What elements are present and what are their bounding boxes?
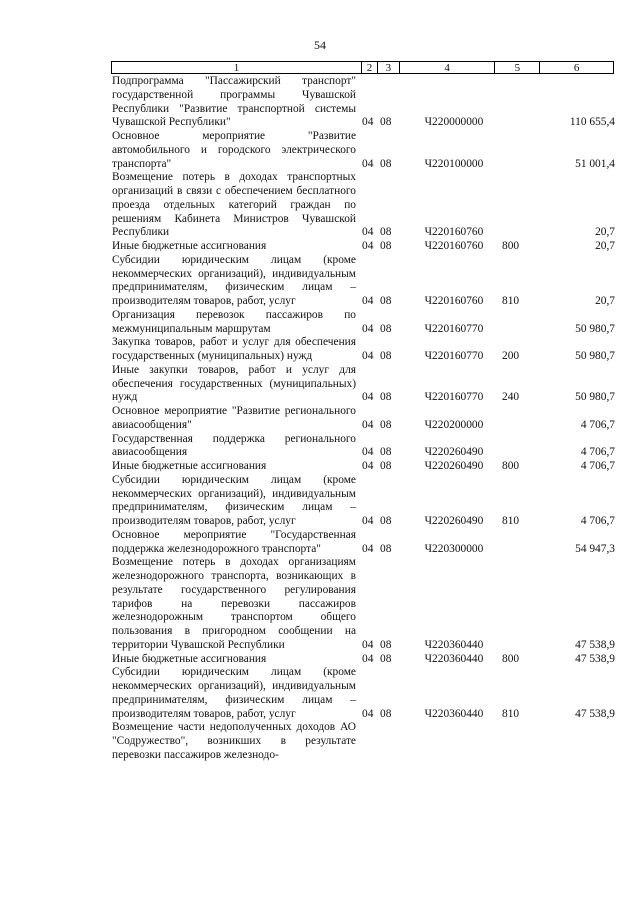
- row-expense-type-cell: 240: [502, 391, 520, 404]
- row-expense-type-cell: 200: [502, 350, 520, 362]
- row-subsection-cell: 08: [380, 707, 392, 720]
- row-amount-cell: 20,7: [595, 295, 615, 307]
- row-target-article-cell: Ч220300000: [424, 542, 484, 555]
- row-target-article-cell: Ч220160760: [424, 295, 484, 307]
- row-section-cell: 04: [362, 226, 374, 239]
- row-amount-cell: 50 980,7: [575, 391, 615, 404]
- row-target-article-cell: Ч220360440: [424, 707, 484, 720]
- row-expense-type-cell: 810: [502, 295, 520, 307]
- table-row: [112, 433, 615, 461]
- row-name-cell: Иные бюджетные ассигнования: [112, 652, 267, 665]
- row-name-cell: Субсидии юридическим лицам (кроме некоммерческих организаций), индивидуальным предпринимателям, физическим лицам – производителям товаров, работ, услуг: [112, 473, 356, 527]
- header-col-4: 4: [400, 62, 496, 73]
- table-row: [112, 460, 615, 474]
- row-subsection-cell: 08: [380, 240, 392, 252]
- table-row: [112, 171, 615, 240]
- row-amount-cell: 4 706,7: [580, 515, 615, 527]
- table-row: [112, 556, 615, 652]
- row-amount-cell: 50 980,7: [575, 350, 615, 362]
- row-subsection-cell: 08: [380, 295, 392, 307]
- header-col-5: 5: [495, 62, 540, 73]
- table-row: [112, 336, 615, 364]
- row-section-cell: 04: [362, 460, 374, 472]
- row-target-article-cell: Ч220260490: [424, 460, 484, 472]
- table-header: [111, 61, 614, 74]
- table-row: [112, 653, 615, 667]
- table-row: [112, 240, 615, 254]
- row-subsection-cell: 08: [380, 350, 392, 362]
- page-number: 54: [314, 38, 326, 52]
- row-name-cell: Субсидии юридическим лицам (кроме некоммерческих организаций), индивидуальным предпринимателям, физическим лицам – производителям товаров, работ, услуг: [112, 666, 356, 720]
- table-row: [112, 130, 615, 171]
- row-name-cell: Возмещение потерь в доходах организациям железнодорожного транспорта, возникающих в результате государственного регулирования тарифов на перевозки пассажиров железнодорожным транспортом общего пользования в пригородном сообщении на территории Чувашской Республики: [112, 556, 356, 651]
- row-expense-type-cell: 800: [502, 240, 520, 252]
- row-name-cell: Закупка товаров, работ и услуг для обеспечения государственных (муниципальных) нужд: [112, 336, 356, 362]
- row-target-article-cell: Ч220360440: [424, 638, 484, 651]
- row-name-cell: Основное мероприятие "Государственная поддержка железнодорожного транспорта": [112, 528, 356, 555]
- row-section-cell: 04: [362, 542, 374, 555]
- header-col-3: 3: [378, 62, 400, 73]
- row-amount-cell: 20,7: [595, 240, 615, 252]
- row-target-article-cell: Ч220260490: [424, 515, 484, 527]
- row-subsection-cell: 08: [380, 460, 392, 472]
- table-row: [112, 405, 615, 433]
- row-name-cell: Основное мероприятие "Развитие регионального авиасообщения": [112, 405, 356, 431]
- row-subsection-cell: 08: [380, 638, 392, 651]
- row-target-article-cell: Ч220160760: [424, 226, 484, 239]
- row-section-cell: 04: [362, 515, 374, 527]
- row-section-cell: 04: [362, 157, 374, 170]
- row-subsection-cell: 08: [380, 322, 392, 335]
- row-target-article-cell: Ч220160760: [424, 240, 484, 252]
- row-amount-cell: 50 980,7: [575, 322, 615, 335]
- row-expense-type-cell: 810: [502, 515, 520, 527]
- row-amount-cell: 110 655,4: [569, 116, 615, 129]
- row-target-article-cell: Ч220200000: [424, 418, 484, 431]
- row-subsection-cell: 08: [380, 391, 392, 404]
- row-target-article-cell: Ч220160770: [424, 322, 484, 335]
- row-amount-cell: 47 538,9: [575, 638, 615, 651]
- row-name-cell: Иные бюджетные ассигнования: [112, 460, 267, 472]
- row-amount-cell: 54 947,3: [575, 542, 615, 555]
- row-expense-type-cell: 800: [502, 460, 520, 472]
- table-body: [112, 75, 615, 763]
- row-expense-type-cell: 810: [502, 707, 520, 720]
- row-subsection-cell: 08: [380, 515, 392, 527]
- row-amount-cell: 4 706,7: [580, 446, 615, 459]
- row-amount-cell: 4 706,7: [580, 460, 615, 472]
- row-subsection-cell: 08: [380, 157, 392, 170]
- row-subsection-cell: 08: [380, 226, 392, 239]
- row-amount-cell: 4 706,7: [580, 418, 615, 431]
- table-row: [112, 309, 615, 337]
- row-amount-cell: 20,7: [595, 226, 615, 239]
- row-section-cell: 04: [362, 295, 374, 307]
- row-target-article-cell: Ч220100000: [424, 157, 484, 170]
- row-name-cell: Иные закупки товаров, работ и услуг для обеспечения государственных (муниципальных) нужд: [112, 363, 356, 404]
- row-section-cell: 04: [362, 391, 374, 404]
- row-subsection-cell: 08: [380, 542, 392, 555]
- header-col-6: 6: [573, 62, 580, 74]
- row-section-cell: 04: [362, 638, 374, 651]
- table-row: [112, 254, 615, 309]
- table-row: [112, 666, 615, 721]
- row-name-cell: Субсидии юридическим лицам (кроме некоммерческих организаций), индивидуальным предпринимателям, физическим лицам – производителям товаров, работ, услуг: [112, 253, 356, 307]
- row-section-cell: 04: [362, 446, 374, 459]
- row-name-cell: Организация перевозок пассажиров по межмуниципальным маршрутам: [112, 308, 356, 335]
- row-section-cell: 04: [362, 240, 374, 252]
- row-name-cell: Возмещение части недополученных доходов АО "Содружество", возникших в результате перевозки пассажиров железнодо-: [112, 721, 356, 761]
- row-amount-cell: 51 001,4: [575, 157, 615, 170]
- table-row: [112, 474, 615, 529]
- table-row: [112, 721, 615, 762]
- row-amount-cell: 47 538,9: [575, 652, 615, 665]
- row-subsection-cell: 08: [380, 446, 392, 459]
- row-subsection-cell: 08: [380, 652, 392, 665]
- row-target-article-cell: Ч220160770: [424, 350, 484, 362]
- table-row: [112, 75, 615, 130]
- row-name-cell: Возмещение потерь в доходах транспортных организаций в связи с обеспечением бесплатного проезда отдельных категорий граждан по решениям Кабинета Министров Чувашской Республики: [112, 171, 356, 239]
- row-target-article-cell: Ч220260490: [424, 446, 484, 459]
- row-section-cell: 04: [362, 652, 374, 665]
- row-target-article-cell: Ч220360440: [424, 652, 484, 665]
- row-section-cell: 04: [362, 116, 374, 129]
- row-subsection-cell: 08: [380, 116, 392, 129]
- header-col-2: 2: [362, 62, 378, 73]
- row-target-article-cell: Ч220160770: [424, 391, 484, 404]
- header-col-1: 1: [112, 62, 362, 73]
- row-name-cell: Иные бюджетные ассигнования: [112, 240, 267, 252]
- row-name-cell: Подпрограмма "Пассажирский транспорт" государственной программы Чувашской Республики "Развитие транспортной системы Чувашской Республики": [112, 75, 356, 129]
- row-name-cell: Основное мероприятие "Развитие автомобильного и городского электрического транспорта": [112, 130, 356, 170]
- row-section-cell: 04: [362, 707, 374, 720]
- table-row: [112, 364, 615, 405]
- table-row: [112, 529, 615, 557]
- row-target-article-cell: Ч220000000: [424, 116, 484, 129]
- row-subsection-cell: 08: [380, 418, 392, 431]
- row-name-cell: Государственная поддержка регионального авиасообщения: [112, 432, 356, 459]
- row-amount-cell: 47 538,9: [575, 707, 615, 720]
- row-section-cell: 04: [362, 322, 374, 335]
- row-expense-type-cell: 800: [502, 652, 520, 665]
- row-section-cell: 04: [362, 418, 374, 431]
- row-section-cell: 04: [362, 350, 374, 362]
